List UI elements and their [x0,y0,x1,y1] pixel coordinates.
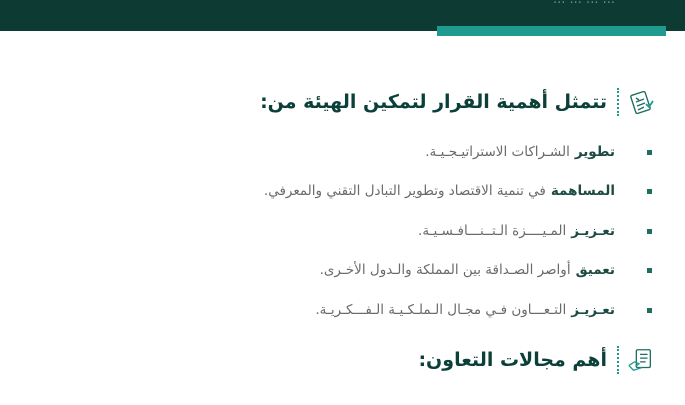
list-item [55,172,615,212]
bullet-marker [647,229,652,234]
item-text: التـعـــاون فـي مجـال الـملـكـيـة الـفـــكـريـة. [315,301,567,318]
item-text: المـيــــزة الـتــنـــافـسـيـة. [418,222,567,239]
section-importance-title: تتمثل أهمية القرار لتمكين الهيئة من: [260,91,607,113]
item-text: الشـراكات الاستراتيـجـيـة. [425,143,570,160]
item-text: أواصر الصـداقة بين المملكة والـدول الأخـرى. [319,262,571,279]
header-faded-text [553,0,615,7]
bullet-marker [647,150,652,155]
item-keyword: تعميق [575,262,615,279]
item-keyword: المساهمة [550,183,615,200]
list-item [55,251,615,291]
item-keyword: تطوير [574,143,615,160]
item-keyword: تعـزيـز [571,301,615,318]
item-text: في تنمية الاقتصاد وتطوير التبادل التقني والمعرفي. [263,183,546,200]
importance-list [55,132,615,330]
item-keyword: تعـزيـز [571,222,615,239]
bullet-marker [647,189,652,194]
bullet-marker [647,268,652,273]
cooperation-hands-icon [627,346,655,374]
heading-dotted-divider [617,88,619,116]
accent-underline [437,26,666,36]
list-item [55,290,615,330]
checklist-document-icon [627,88,655,116]
heading-dotted-divider [617,346,619,374]
section-importance-heading [260,88,655,116]
section-cooperation-heading [418,346,655,374]
list-item [55,211,615,251]
bullet-marker [647,308,652,313]
section-cooperation-title: أهم مجالات التعاون: [418,349,607,371]
list-item [55,132,615,172]
